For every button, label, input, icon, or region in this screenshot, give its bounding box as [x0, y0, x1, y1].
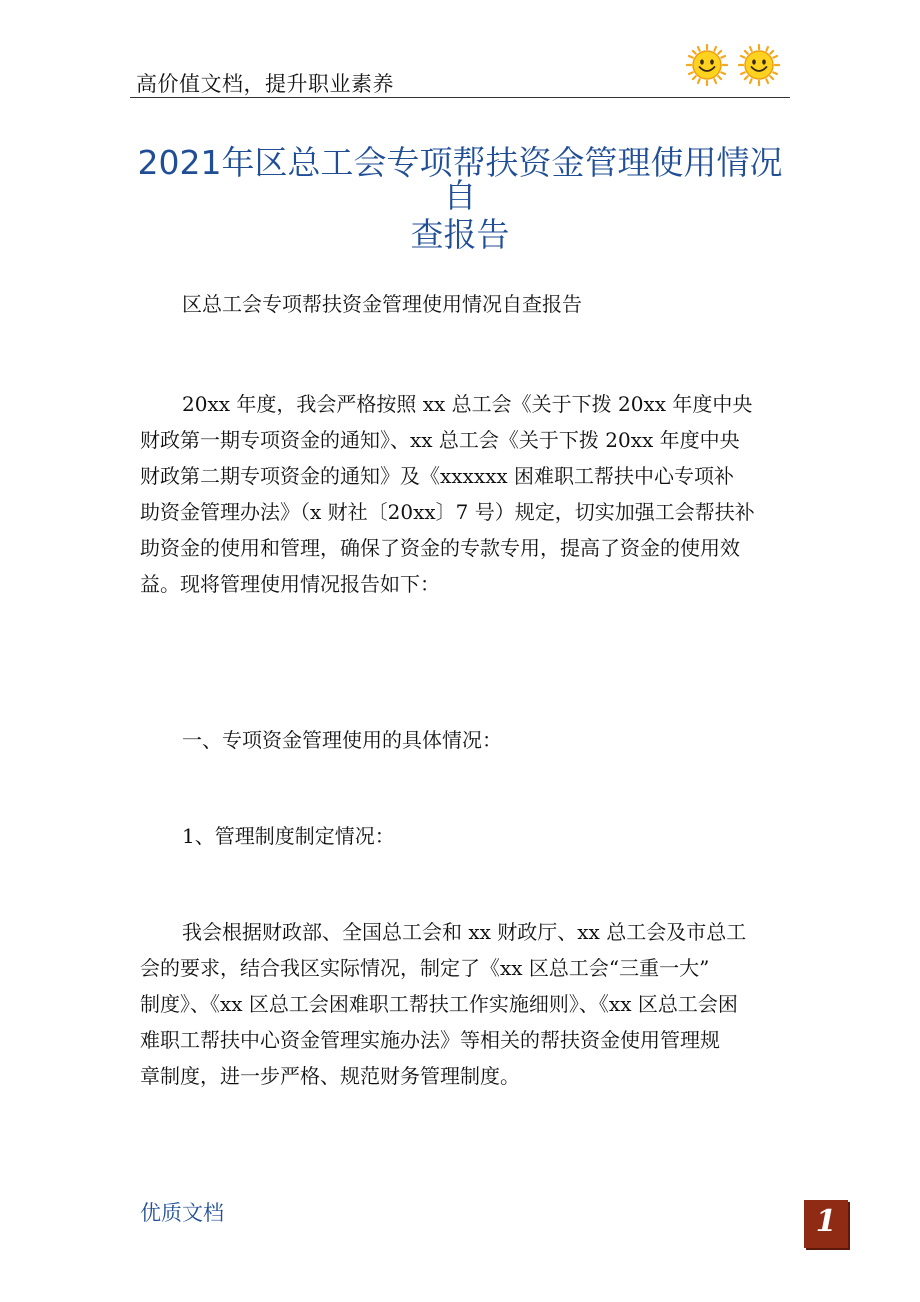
paragraph-line: 财政第一期专项资金的通知》、xx 总工会《关于下拨 20xx 年度中央: [140, 428, 740, 452]
paragraph-line: 助资金管理办法》（x 财社〔20xx〕7 号）规定，切实加强工会帮扶补: [140, 500, 755, 524]
paragraph-line: 助资金的使用和管理，确保了资金的专款专用，提高了资金的使用效: [140, 536, 740, 560]
page-number: 1: [815, 1204, 837, 1239]
paragraph-rules: [140, 914, 780, 1094]
footer-label: 优质文档: [140, 1201, 224, 1225]
smiley-icon: [686, 44, 728, 86]
document-subtitle: [140, 286, 780, 322]
smiley-icon: [738, 44, 780, 86]
subtitle-text: 区总工会专项帮扶资金管理使用情况自查报告: [182, 292, 582, 316]
paragraph-line: 章制度，进一步严格、规范财务管理制度。: [140, 1064, 520, 1088]
section-heading: [140, 722, 780, 758]
paragraph-intro: [140, 386, 780, 602]
paragraph-line: 制度》、《xx 区总工会困难职工帮扶工作实施细则》、《xx 区总工会困: [140, 992, 738, 1016]
page-number-badge: [804, 1200, 848, 1248]
paragraph-line: 我会根据财政部、全国总工会和 xx 财政厅、xx 总工会及市总工: [182, 920, 747, 944]
subsection-heading: [140, 818, 780, 854]
paragraph-line: 20xx 年度，我会严格按照 xx 总工会《关于下拨 20xx 年度中央: [182, 392, 753, 416]
header-divider: [130, 97, 790, 98]
paragraph-line: 财政第二期专项资金的通知》及《xxxxxx 困难职工帮扶中心专项补: [140, 464, 735, 488]
document-title-line2: 查报告: [410, 215, 510, 254]
header-slogan: 高价值文档，提升职业素养: [136, 72, 394, 96]
section-heading-text: 一、专项资金管理使用的具体情况：: [182, 728, 502, 752]
paragraph-line: 难职工帮扶中心资金管理实施办法》等相关的帮扶资金使用管理规: [140, 1028, 720, 1052]
paragraph-line: 益。现将管理使用情况报告如下：: [140, 572, 440, 596]
subsection-heading-text: 1、管理制度制定情况：: [182, 824, 395, 848]
paragraph-line: 会的要求，结合我区实际情况，制定了《xx 区总工会“三重一大”: [140, 956, 710, 980]
document-title-line1: 2021年区总工会专项帮扶资金管理使用情况自: [137, 143, 783, 215]
